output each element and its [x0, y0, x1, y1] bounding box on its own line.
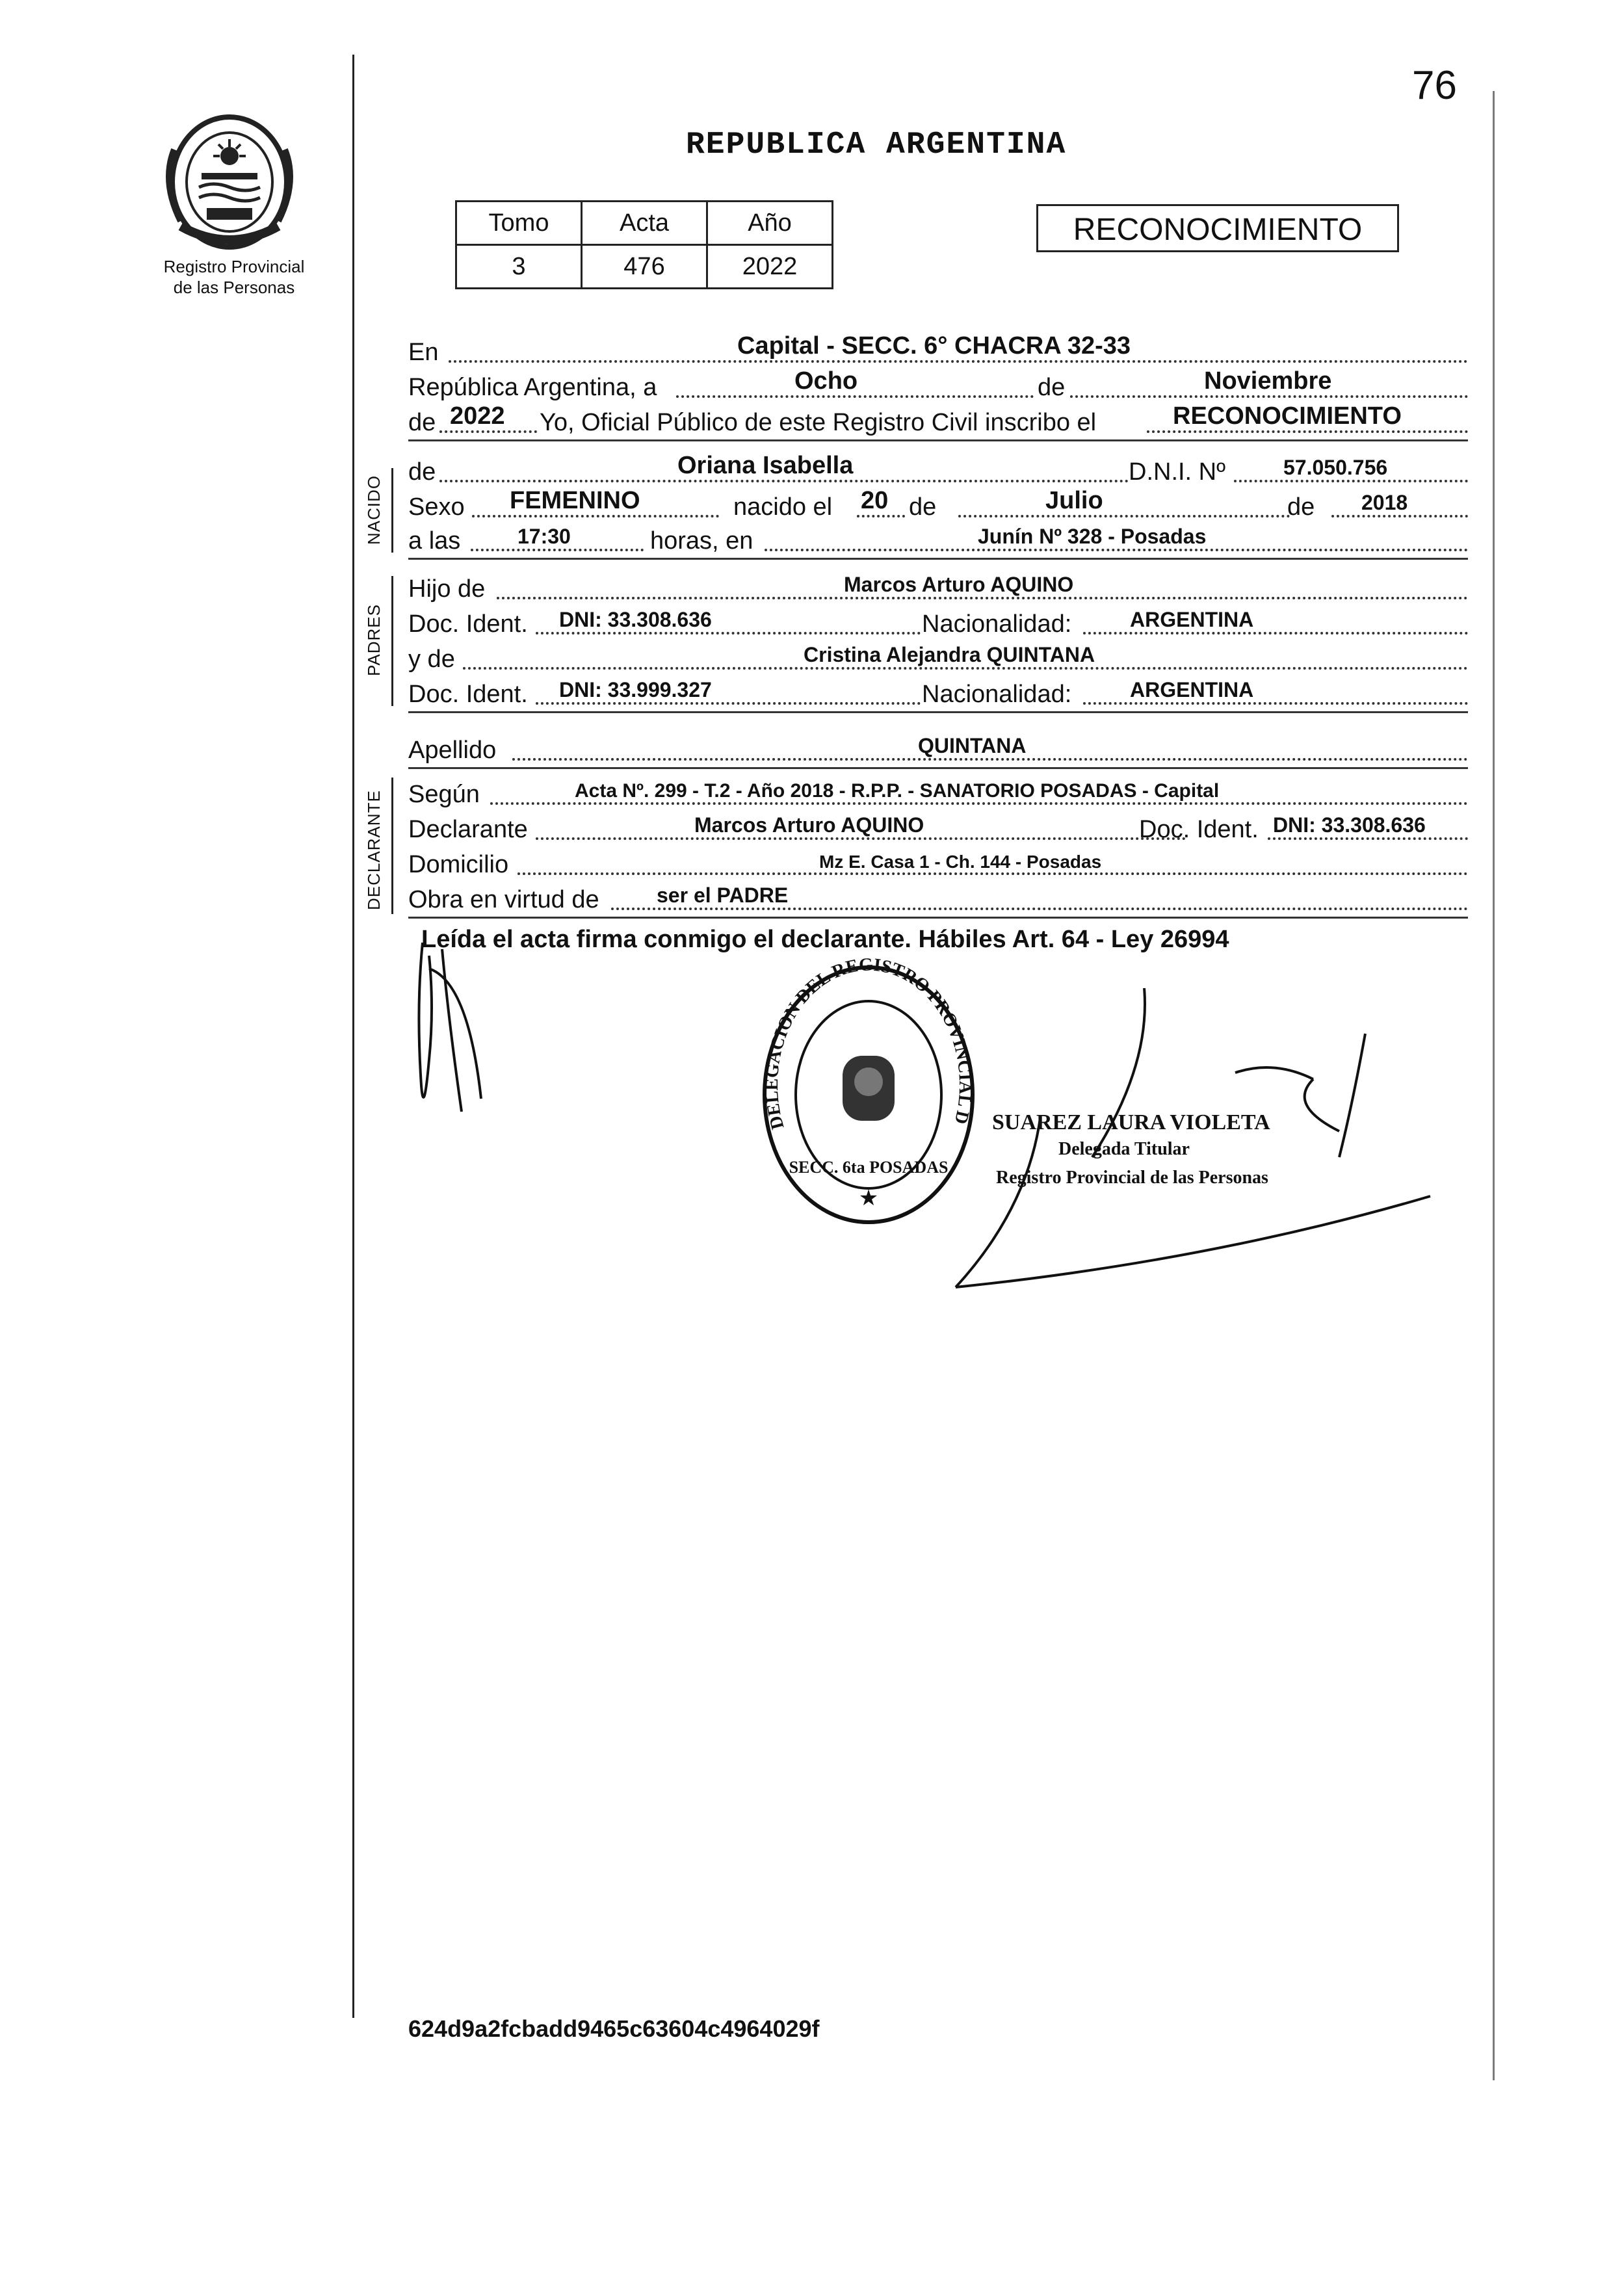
declarante-label: Declarante: [408, 816, 528, 843]
register-table: [455, 200, 833, 289]
acta-header: Acta: [582, 202, 707, 245]
declarante-doc-label: Doc. Ident.: [1139, 816, 1259, 843]
row-apellido: [408, 733, 1468, 765]
left-margin-line: [352, 55, 354, 2018]
father-doc-value: DNI: 33.308.636: [559, 608, 712, 631]
signer-organization: Registro Provincial de las Personas: [996, 1168, 1268, 1188]
nacido-bracket: [391, 468, 393, 553]
birth-month-value: Julio: [1045, 487, 1103, 514]
sexo-label: Sexo: [408, 493, 465, 521]
birth-year-value: 2018: [1361, 491, 1408, 514]
domicilio-label: Domicilio: [408, 851, 509, 878]
nacido-el-label: nacido el: [733, 493, 833, 521]
row-segun: [408, 778, 1468, 809]
mother-nac-label: Nacionalidad:: [922, 681, 1072, 708]
register-table-header-row: [456, 202, 833, 245]
separator-5: [408, 917, 1468, 919]
register-table-value-row: [456, 245, 833, 289]
nacido-name-value: Oriana Isabella: [677, 452, 854, 479]
mother-doc-value: DNI: 33.999.327: [559, 678, 712, 701]
father-value: Marcos Arturo AQUINO: [844, 573, 1074, 596]
padres-section-label: PADRES: [364, 604, 384, 676]
birth-day-value: 20: [861, 487, 889, 514]
acta-value: 476: [582, 245, 707, 289]
en-value: Capital - SECC. 6° CHACRA 32-33: [737, 332, 1131, 360]
separator-2: [408, 558, 1468, 560]
row-father-doc: [408, 607, 1468, 638]
obra-value: ser el PADRE: [657, 883, 789, 907]
anio-value: 2022: [707, 245, 833, 289]
sexo-value: FEMENINO: [510, 487, 640, 514]
tomo-value: 3: [456, 245, 582, 289]
declarant-signature: [403, 930, 507, 1128]
mother-value: Cristina Alejandra QUINTANA: [804, 643, 1095, 666]
separator-1: [408, 439, 1468, 441]
row-obra: [408, 883, 1468, 914]
alas-label: a las: [408, 527, 461, 555]
seal-outer-text: DELEGACION DEL REGISTRO PROVINCIAL D: [761, 958, 976, 1132]
separator-3: [408, 711, 1468, 713]
padres-bracket: [391, 576, 393, 706]
official-signature: [949, 975, 1443, 1303]
hijo-de-label: Hijo de: [408, 575, 486, 603]
dni-label: D.N.I. Nº: [1129, 458, 1225, 486]
inscribo-label: Yo, Oficial Público de este Registro Civil inscribo el: [540, 409, 1097, 436]
right-margin-line: [1493, 91, 1495, 2080]
row-y-de: [408, 642, 1468, 674]
row-mother-doc: [408, 677, 1468, 709]
nacido-de-label: de: [408, 458, 436, 486]
declarante-section-label: DECLARANTE: [364, 790, 384, 910]
closing-text: Leída el acta firma conmigo el declarante. Hábiles Art. 64 - Ley 26994: [421, 926, 1229, 953]
official-seal: [758, 958, 979, 1235]
segun-label: Según: [408, 781, 480, 808]
republica-label: República Argentina, a: [408, 374, 657, 401]
en-label: En: [408, 339, 439, 366]
signer-role: Delegada Titular: [1058, 1139, 1190, 1159]
seal-inner-text: SECC. 6ta POSADAS: [789, 1158, 949, 1177]
obra-label: Obra en virtud de: [408, 886, 599, 913]
domicilio-value: Mz E. Casa 1 - Ch. 144 - Posadas: [819, 852, 1102, 872]
logo-caption: [130, 256, 338, 298]
row-domicilio: [408, 848, 1468, 879]
misiones-crest-logo: [155, 111, 304, 254]
de2-label: de: [408, 409, 436, 436]
row-sexo: [408, 487, 1468, 521]
segun-value: Acta Nº. 299 - T.2 - Año 2018 - R.P.P. - SANATORIO POSADAS - Capital: [575, 780, 1220, 802]
declarante-bracket: [391, 778, 393, 914]
signer-name: SUAREZ LAURA VIOLETA: [992, 1110, 1270, 1134]
birth-de2-label: de: [1287, 493, 1315, 521]
y-de-label: y de: [408, 646, 455, 673]
place-value: Junín Nº 328 - Posadas: [978, 525, 1207, 548]
row-hijo-de: [408, 572, 1468, 603]
father-nac-label: Nacionalidad:: [922, 610, 1072, 638]
birth-de-label: de: [909, 493, 937, 521]
month-value: Noviembre: [1204, 367, 1332, 395]
tomo-header: Tomo: [456, 202, 582, 245]
day-value: Ocho: [794, 367, 858, 395]
document-title: REPUBLICA ARGENTINA: [686, 127, 1067, 163]
declarante-doc-value: DNI: 33.308.636: [1273, 813, 1426, 837]
logo-caption-line2: de las Personas: [173, 278, 295, 297]
row-fecha: [408, 367, 1468, 402]
row-en: [408, 332, 1468, 367]
act-type-box: RECONOCIMIENTO: [1036, 204, 1399, 252]
father-nac-value: ARGENTINA: [1130, 608, 1254, 631]
inscribo-value: RECONOCIMIENTO: [1173, 402, 1402, 430]
horas-label: horas, en: [650, 527, 753, 555]
mother-nac-value: ARGENTINA: [1130, 678, 1254, 701]
row-declarante: [408, 813, 1468, 844]
father-doc-label: Doc. Ident.: [408, 610, 528, 638]
nacido-section-label: NACIDO: [364, 475, 384, 545]
row-nacido-nombre: [408, 452, 1468, 486]
apellido-label: Apellido: [408, 737, 497, 764]
dni-value: 57.050.756: [1283, 456, 1388, 479]
document-hash: 624d9a2fcbadd9465c63604c4964029f: [408, 2015, 820, 2042]
svg-text:★: ★: [858, 1186, 879, 1210]
time-value: 17:30: [517, 525, 571, 548]
page-number: 76: [1412, 63, 1457, 108]
year-value: 2022: [450, 402, 505, 430]
apellido-value: QUINTANA: [918, 734, 1027, 757]
de-label: de: [1038, 374, 1066, 401]
row-inscribo: [408, 402, 1468, 437]
row-hora: [408, 524, 1468, 555]
declarante-value: Marcos Arturo AQUINO: [694, 813, 924, 837]
anio-header: Año: [707, 202, 833, 245]
separator-4: [408, 767, 1468, 769]
logo-caption-line1: Registro Provincial: [163, 257, 305, 276]
mother-doc-label: Doc. Ident.: [408, 681, 528, 708]
